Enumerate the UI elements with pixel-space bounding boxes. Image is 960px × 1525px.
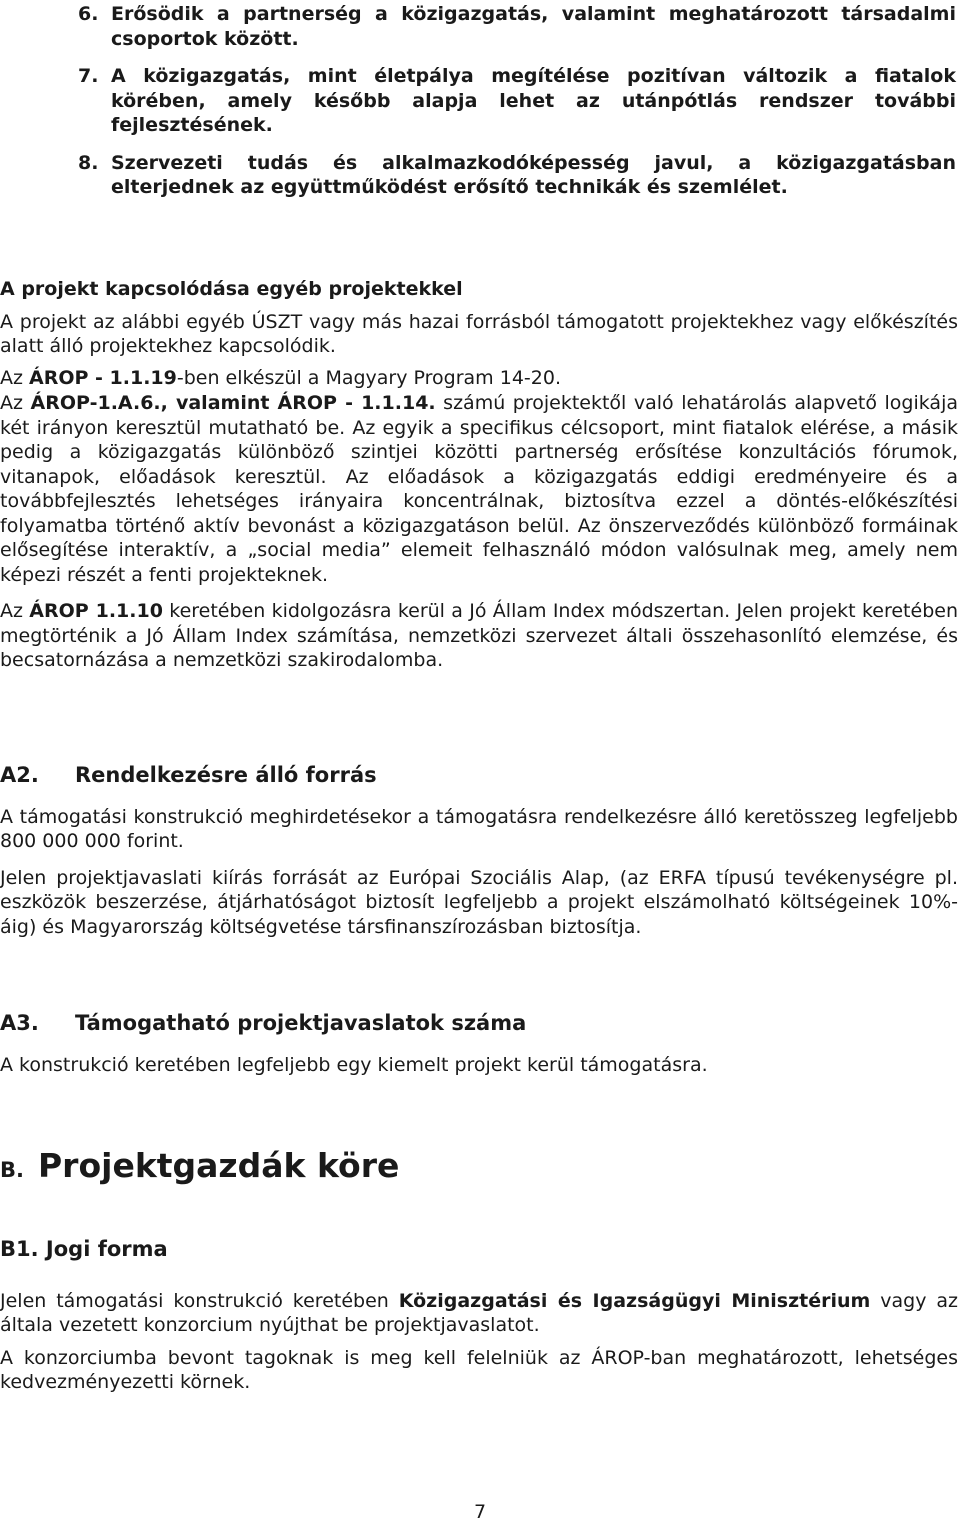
- section-number: B1.: [0, 1237, 39, 1261]
- section-title: Jogi forma: [45, 1237, 168, 1261]
- related-projects-section: [0, 277, 958, 673]
- section-heading: [0, 1011, 958, 1036]
- paragraph: A konstrukció keretében legfeljebb egy kiemelt projekt kerül támogatásra.: [0, 1053, 708, 1076]
- chapter-number: B.: [0, 1158, 24, 1182]
- section-number: A2.: [0, 763, 39, 787]
- list-item-text: A közigazgatás, mint életpálya megítélése pozitívan változik a fiatalok körében, amely később alapja lehet az utánpótlás rendszer további fejlesztésének.: [111, 65, 956, 136]
- paragraph: A projekt az alábbi egyéb ÚSZT vagy más hazai forrásból támogatott projektekhez vagy előkészítés alatt álló projektekhez kapcsolódik.: [0, 310, 958, 357]
- list-item-number: 8.: [78, 151, 99, 174]
- paragraph: A konzorciumba bevont tagoknak is meg kell felelniük az ÁROP-ban meghatározott, lehetséges kedvezményezetti körnek.: [0, 1346, 958, 1393]
- list-item-number: 6.: [78, 3, 99, 25]
- list-item-text: Erősödik a partnerség a közigazgatás, valamint meghatározott társadalmi csoportok között.: [111, 3, 956, 50]
- list-item: [0, 64, 960, 138]
- section-heading: [0, 763, 958, 788]
- list-item: [0, 2, 960, 51]
- paragraph: Az ÁROP-1.A.6., valamint ÁROP - 1.1.14. számú projektektől való lehatárolás alapvető logikája két irányon keresztül mutatható be. Az egyik a specifikus célcsoport, mint fiatalok elérése, a másik pedig a közigazgatás különböző szintjei közötti partnerség erősítése konzultációs fórumok, vitanapok, előadások keresztül. Az előadások a közigazgatás eddigi eredményeire és a továbbfejlesztés lehetséges irányaira koncentrálnak, biztosítva ezzel a döntés-előkészítési folyamatba történő aktív bevonást a közigazgatáson belül. Az önszerveződés különböző formáinak elősegítése interaktív, a „social media” elemeit felhasználó módon valósulnak meg, amely nem képezi részét a fenti projekteknek.: [0, 392, 959, 586]
- section-a2: [0, 763, 958, 939]
- section-title: Támogatható projektjavaslatok száma: [75, 1011, 527, 1035]
- chapter-title: Projektgazdák köre: [38, 1146, 400, 1185]
- list-item-number: 7.: [78, 65, 99, 87]
- section-title: Rendelkezésre álló forrás: [75, 763, 377, 787]
- page-number: 7: [473, 1501, 487, 1523]
- paragraph: Az ÁROP - 1.1.19-ben elkészül a Magyary Program 14-20.: [0, 366, 561, 389]
- paragraph: Jelen projektjavaslati kiírás forrását az Európai Szociális Alap, (az ERFA típusú tevékenységre pl. eszközök beszerzése, átjárhatóságot biztosít legfeljebb a projekt elszámolható költségeinek 10%-áig) és Magyarország költségvetése társfinanszírozásban biztosítja.: [0, 866, 958, 938]
- paragraph: Az ÁROP 1.1.10 keretében kidolgozásra kerül a Jó Állam Index módszertan. Jelen projekt keretében megtörténik a Jó Állam Index számítása, nemzetközi szervezet általi összehasonlító elemzése, és becsatornázása a nemzetközi szakirodalomba.: [0, 600, 958, 671]
- paragraph: Jelen támogatási konstrukció keretében Közigazgatási és Igazságügyi Minisztérium vagy az általa vezetett konzorcium nyújthat be projektjavaslatot.: [0, 1289, 958, 1336]
- chapter-heading: [0, 1146, 958, 1185]
- section-b: [0, 1146, 958, 1185]
- list-item-text: Szervezeti tudás és alkalmazkodóképesség javul, a közigazgatásban elterjednek az együttműködést erősítő technikák és szemlélet.: [111, 151, 956, 198]
- section-a3: [0, 1011, 958, 1077]
- paragraph: A támogatási konstrukció meghirdetésekor a támogatásra rendelkezésre álló keretösszeg legfeljebb 800 000 000 forint.: [0, 805, 958, 852]
- section-b1: [0, 1237, 958, 1395]
- numbered-list: [0, 2, 960, 200]
- section-number: A3.: [0, 1011, 39, 1035]
- section-heading: [0, 1237, 958, 1262]
- list-item: [0, 151, 960, 200]
- section-heading: A projekt kapcsolódása egyéb projektekkel: [0, 278, 463, 300]
